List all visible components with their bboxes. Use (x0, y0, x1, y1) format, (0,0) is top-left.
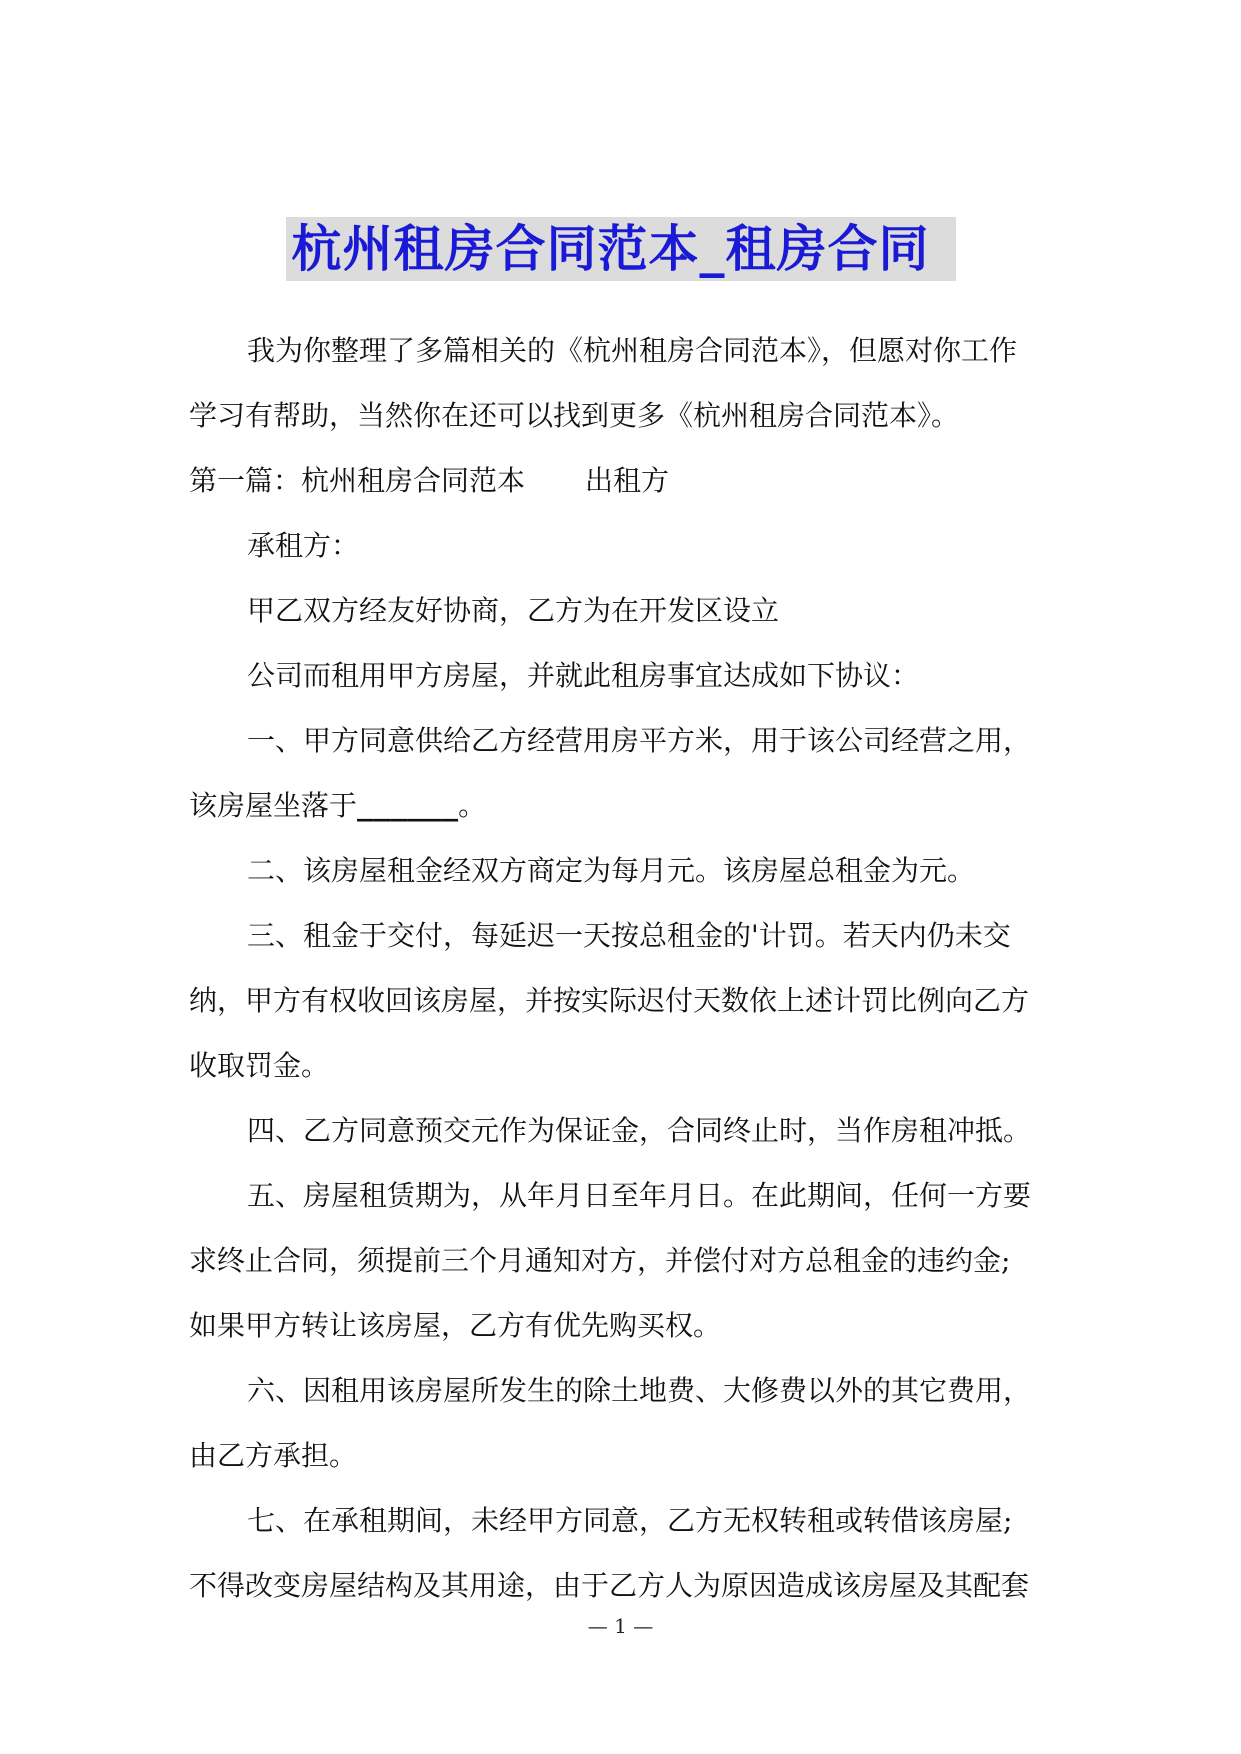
clause-2: 二、该房屋租金经双方商定为每月元。该房屋总租金为元。 (247, 854, 976, 887)
clause-5-line-1: 五、房屋租赁期为，从年月日至年月日。在此期间，任何一方要 (247, 1179, 1032, 1212)
section-heading-line (189, 448, 1069, 513)
clause-5-line-3: 如果甲方转让该房屋，乙方有优先购买权。 (189, 1309, 722, 1342)
document-body (189, 318, 1069, 1618)
clause-4: 四、乙方同意预交元作为保证金，合同终止时，当作房租冲抵。 (247, 1114, 1032, 1147)
clause-6-line-2: 由乙方承担。 (189, 1439, 358, 1472)
lessee-label: 承租方： (247, 529, 360, 562)
clause-6-line-1: 六、因租用该房屋所发生的除土地费、大修费以外的其它费用， (247, 1374, 1032, 1407)
clause-7-line-2: 不得改变房屋结构及其用途，由于乙方人为原因造成该房屋及其配套 (189, 1569, 1030, 1602)
title-container (0, 217, 1241, 281)
intro-line-1: 我为你整理了多篇相关的《杭州租房合同范本》，但愿对你工作 (247, 334, 1018, 367)
clause-3-line-3: 收取罚金。 (189, 1049, 330, 1082)
location-suffix: 。 (458, 789, 487, 822)
location-prefix: 该房屋坐落于 (189, 789, 358, 822)
section-heading: 第一篇：杭州租房合同范本 (189, 464, 526, 497)
intro-line-2: 学习有帮助，当然你在还可以找到更多《杭州租房合同范本》。 (189, 399, 960, 432)
preamble-line-1: 甲乙双方经友好协商，乙方为在开发区设立 (247, 594, 780, 627)
document-title: 杭州租房合同范本_租房合同 (286, 217, 956, 281)
preamble-line-2: 公司而租用甲方房屋，并就此租房事宜达成如下协议： (247, 659, 920, 692)
clause-3-line-2: 纳，甲方有权收回该房屋，并按实际迟付天数依上述计罚比例向乙方 (189, 984, 1030, 1017)
lessor-label: 出租方 (585, 464, 670, 497)
clause-5-line-2: 求终止合同，须提前三个月通知对方，并偿付对方总租金的违约金; (189, 1244, 1011, 1277)
clause-3-line-1: 三、租金于交付，每延迟一天按总租金的'计罚。若天内仍未交 (247, 919, 1011, 952)
page-number: — 1 — (587, 1614, 654, 1638)
location-blank: ______ (357, 789, 459, 822)
clause-1-line-1: 一、甲方同意供给乙方经营用房平方米，用于该公司经营之用， (247, 724, 1032, 757)
clause-7-line-1: 七、在承租期间，未经甲方同意，乙方无权转租或转借该房屋; (247, 1504, 1013, 1537)
clause-1-line-2 (189, 773, 1069, 838)
